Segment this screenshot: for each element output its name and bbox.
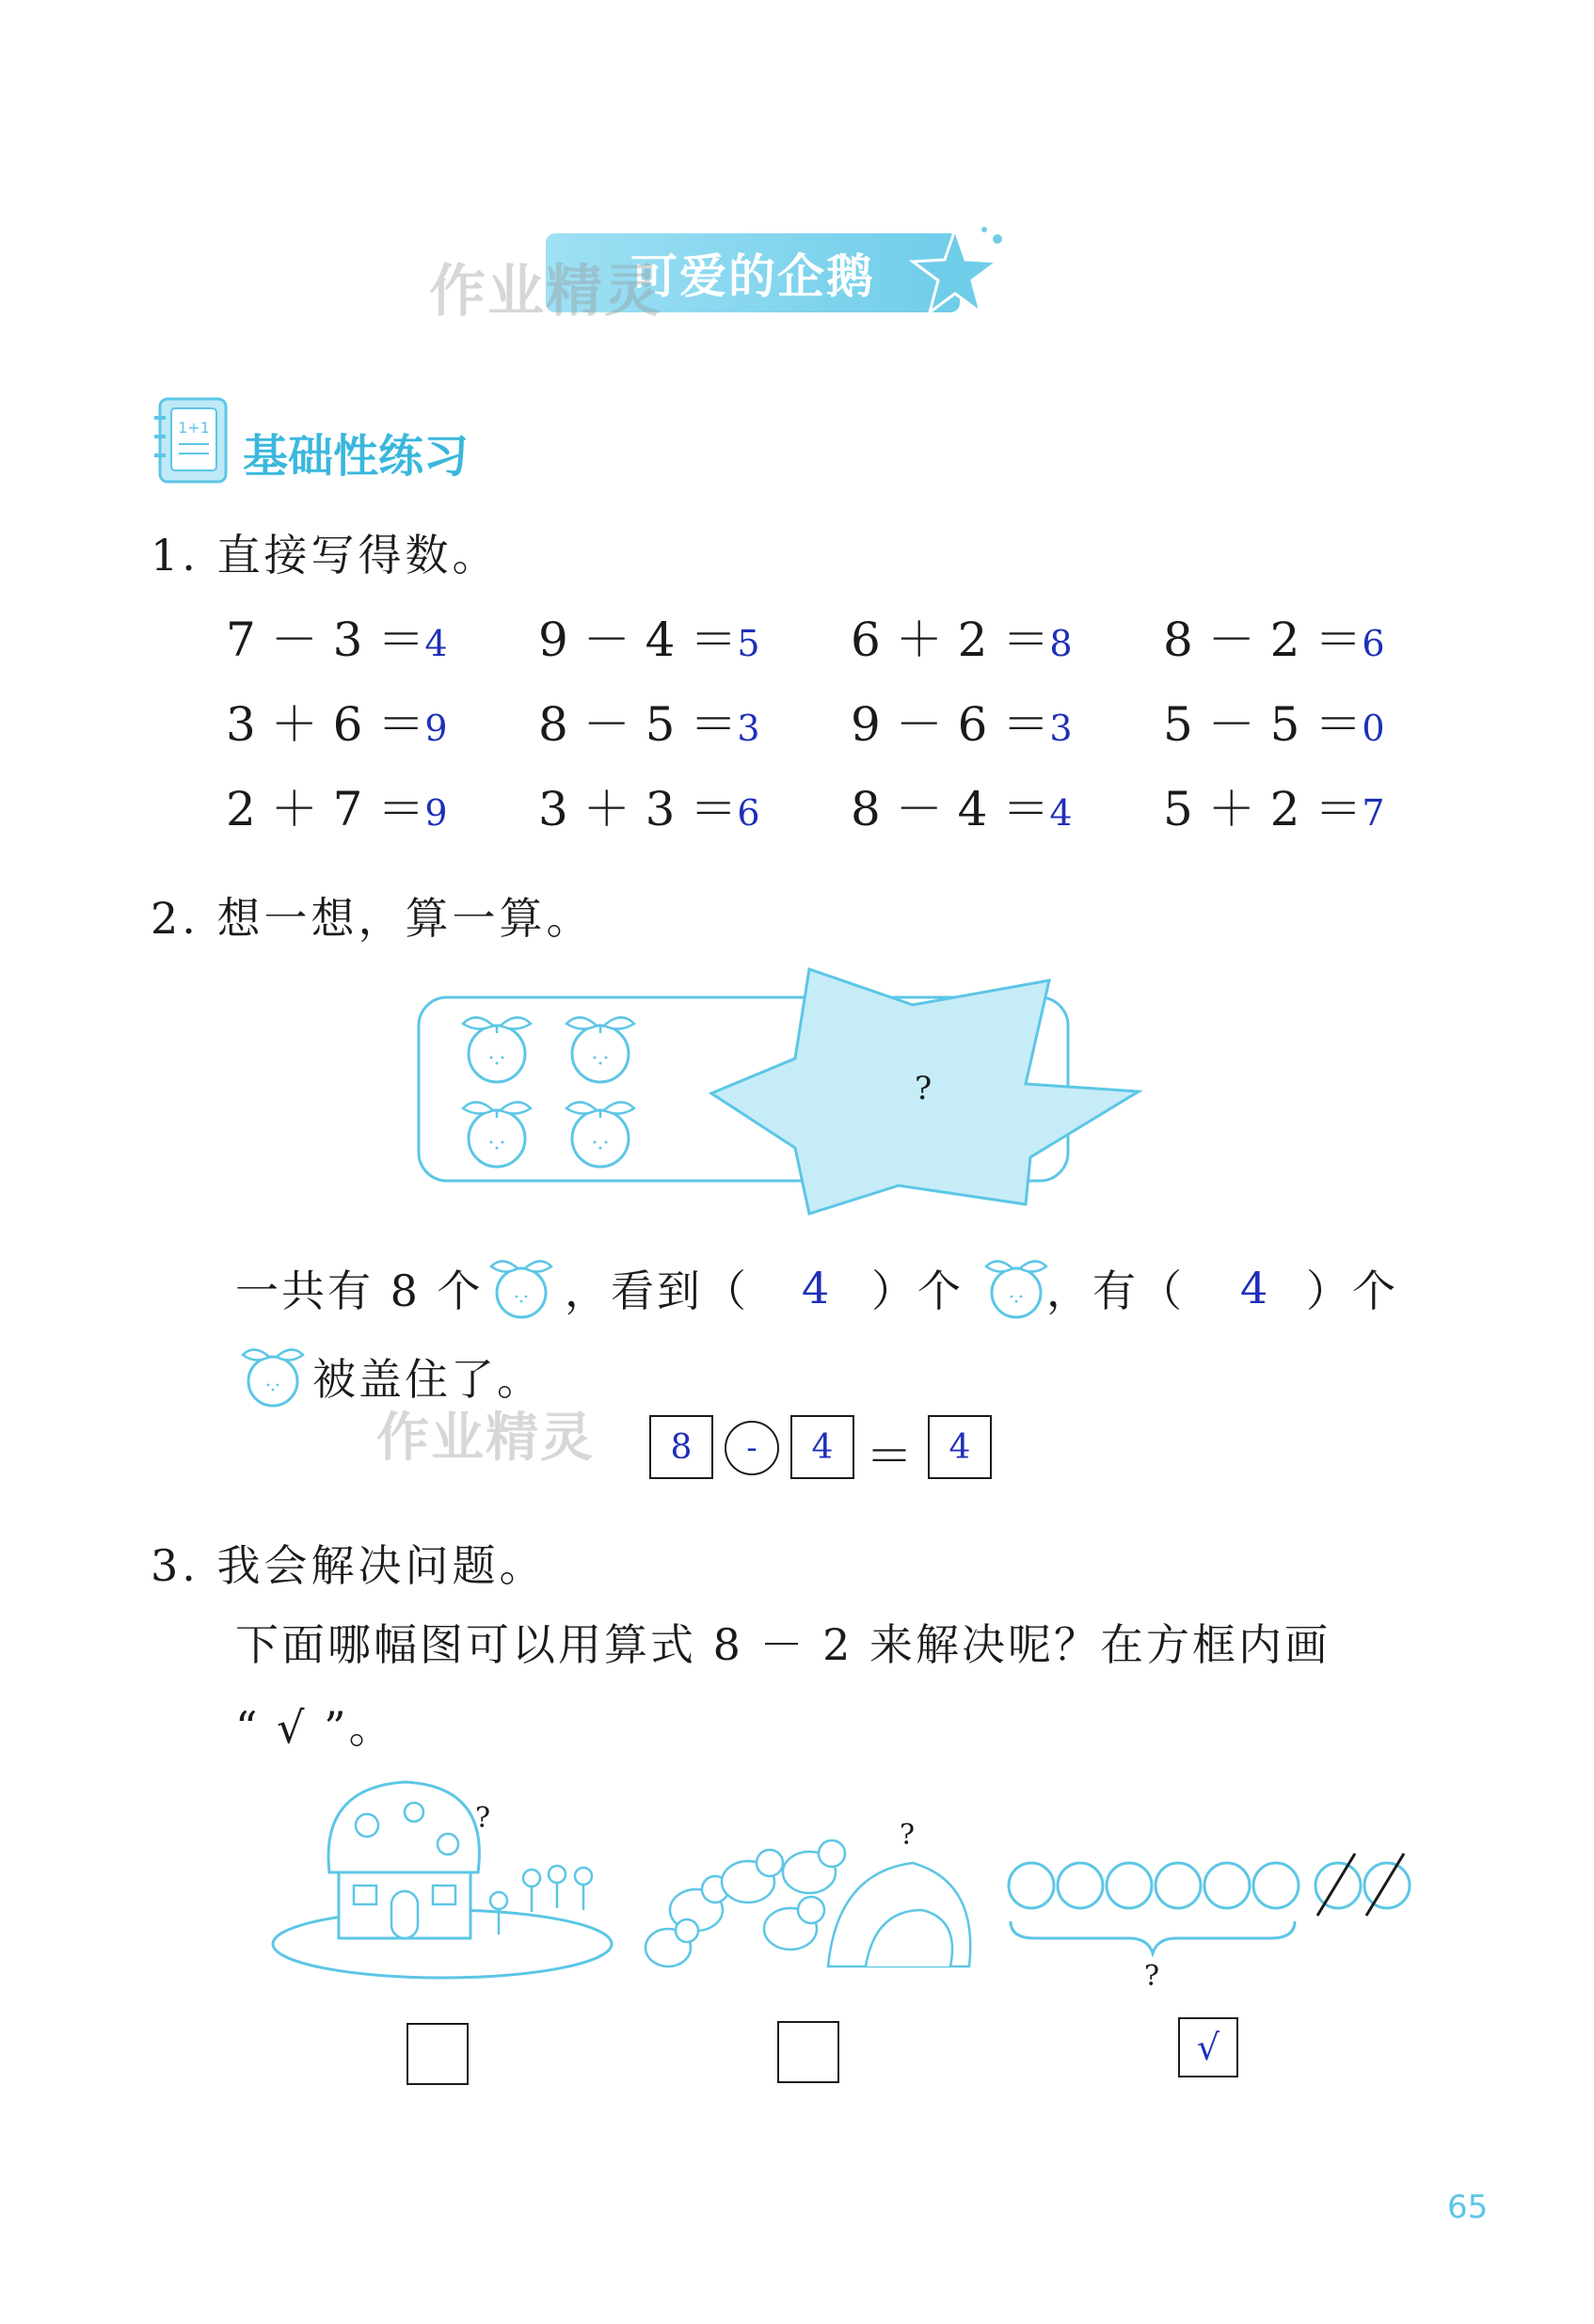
answer: 8 xyxy=(1049,623,1073,664)
equation-item: 3 ＋ 6 ＝9 xyxy=(226,697,448,752)
star-question-mark: ? xyxy=(915,1070,932,1107)
q1-label: 1. 直接写得数。 xyxy=(151,530,500,581)
q2-sentence-part: ，看到（ xyxy=(565,1265,749,1316)
answer: 3 xyxy=(1049,708,1073,749)
circles-illustration xyxy=(997,1844,1430,1995)
picture-1-checkbox[interactable] xyxy=(406,2023,469,2085)
q2-label: 2. 想一想，算一算。 xyxy=(151,893,594,944)
mushroom-house-illustration xyxy=(263,1769,621,1985)
equation-item: 5 ＋ 2 ＝7 xyxy=(1163,782,1385,836)
equation-box-result[interactable]: 4 xyxy=(928,1415,992,1479)
equation-item: 5 － 5 ＝0 xyxy=(1163,697,1385,752)
answer: 0 xyxy=(1362,708,1385,749)
watermark: 作业精灵 xyxy=(429,259,662,325)
covered-count-answer: 4 xyxy=(1240,1263,1271,1313)
equation-item: 6 ＋ 2 ＝8 xyxy=(851,613,1073,667)
q3-prompt-quote: “ √ ”。 xyxy=(235,1702,395,1753)
equation-item: 9 － 4 ＝5 xyxy=(538,613,760,667)
equation-item: 7 － 3 ＝4 xyxy=(226,613,448,667)
answer: 4 xyxy=(1049,792,1073,834)
orange-icon xyxy=(979,1242,1054,1321)
watermark: 作业精灵 xyxy=(376,1408,595,1469)
equation-item: 8 － 5 ＝3 xyxy=(538,697,760,752)
equation-box-b[interactable]: 4 xyxy=(790,1415,854,1479)
section-title: 基础性练习 xyxy=(243,430,470,483)
question-mark: ? xyxy=(900,1819,916,1852)
orange-icon xyxy=(235,1330,311,1409)
question-mark: ? xyxy=(1144,1960,1160,1993)
notebook-icon-text: 1+1 xyxy=(178,419,210,437)
page-number: 65 xyxy=(1447,2189,1489,2226)
answer: 7 xyxy=(1362,792,1385,834)
question-mark: ? xyxy=(475,1802,491,1835)
q2-sentence-part: ，有（ xyxy=(1046,1265,1185,1316)
answer: 5 xyxy=(737,623,760,664)
orange-icon xyxy=(484,1242,559,1321)
lesson-title: 可爱的企鹅 xyxy=(630,249,875,304)
equation-item: 9 － 6 ＝3 xyxy=(851,697,1073,752)
chicks-illustration xyxy=(640,1807,979,1985)
equation-item: 3 ＋ 3 ＝6 xyxy=(538,782,760,836)
equation-operator-circle[interactable]: - xyxy=(725,1421,779,1475)
q3-prompt: 下面哪幅图可以用算式 8 － 2 来解决呢？在方框内画 xyxy=(235,1619,1331,1670)
answer: 3 xyxy=(737,708,760,749)
q2-sentence-part: ）个 xyxy=(871,1265,964,1316)
answer: 9 xyxy=(424,708,448,749)
answer: 6 xyxy=(1362,623,1385,664)
equation-item: 8 － 4 ＝4 xyxy=(851,782,1073,836)
q2-sentence-line2: 被盖住了。 xyxy=(312,1354,543,1405)
equation-item: 2 ＋ 7 ＝9 xyxy=(226,782,448,836)
orange-tray-illustration xyxy=(414,960,1148,1223)
answer: 4 xyxy=(424,623,448,664)
equals-sign: ＝ xyxy=(866,1429,913,1484)
answer: 9 xyxy=(424,792,448,834)
q3-label: 3. 我会解决问题。 xyxy=(151,1540,547,1591)
answer: 6 xyxy=(737,792,760,834)
star-icon xyxy=(903,222,1007,326)
equation-item: 8 － 2 ＝6 xyxy=(1163,613,1385,667)
picture-3-checkbox[interactable]: √ xyxy=(1178,2017,1238,2077)
equation-box-a[interactable]: 8 xyxy=(649,1415,713,1479)
seen-count-answer: 4 xyxy=(802,1263,833,1313)
q2-sentence-part: ）个 xyxy=(1306,1265,1398,1316)
picture-2-checkbox[interactable] xyxy=(777,2021,839,2083)
notebook-icon xyxy=(151,395,231,487)
q2-sentence-line1: 一共有 8 个 xyxy=(235,1265,484,1316)
